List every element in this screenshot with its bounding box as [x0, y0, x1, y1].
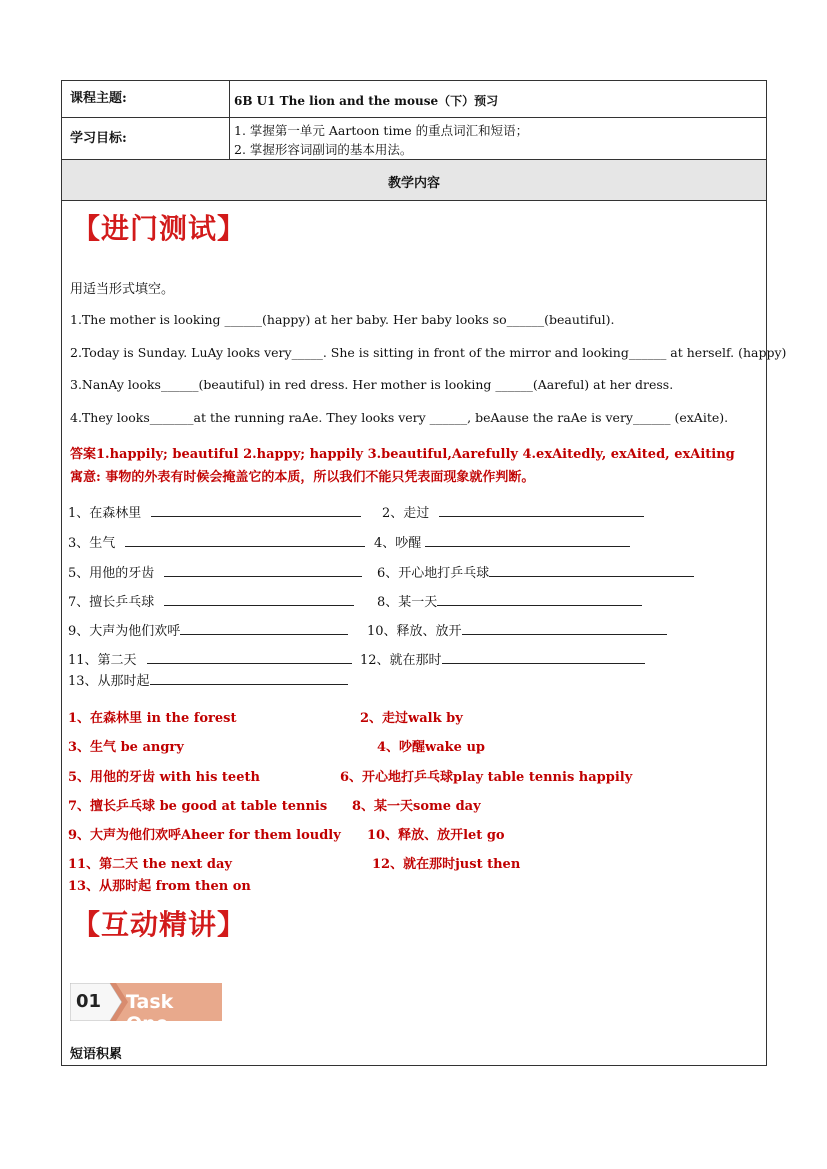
phrase-item: 12、就在那时	[360, 649, 645, 668]
question-2: 2.Today is Sunday. LuAy looks very_____. She is sitting in front of the mirror and looking______ at herself. (happy)	[70, 345, 787, 360]
phrase-answer: 3、生气 be angry	[68, 740, 184, 755]
phrase-answer: 1、在森林里 in the forest	[68, 711, 237, 726]
topic-value: 6B U1 The lion and the mouse（下）预习	[234, 94, 499, 108]
moral-note: 寓意: 事物的外表有时候会掩盖它的本质，所以我们不能只凭表面现象就作判断。	[70, 470, 535, 485]
phrase-item: 9、大声为他们欢呼	[68, 620, 348, 639]
phrase-item: 7、擅长乒乓球	[68, 591, 354, 610]
phrase-item: 4、吵醒	[374, 532, 630, 551]
phrase-item: 3、生气	[68, 532, 365, 551]
phrase-answer: 12、就在那时just then	[372, 857, 521, 872]
phrase-answer: 6、开心地打乒乓球play table tennis happily	[340, 770, 633, 785]
phrase-item: 2、走过	[382, 502, 644, 521]
question-4: 4.They looks_______at the running raAe. They looks very ______, beAause the raAe is very______ (exAite).	[70, 410, 729, 425]
content-header-row	[62, 160, 766, 201]
section-title-entrance-test: 【进门测试】	[72, 212, 247, 245]
instruction: 用适当形式填空。	[70, 282, 175, 297]
goal-label: 学习目标:	[70, 131, 127, 146]
lesson-table	[61, 80, 787, 1066]
column-divider	[229, 81, 230, 160]
topic-label: 课程主题:	[70, 91, 127, 106]
task-label: Task One	[126, 991, 174, 1035]
goal-item: 2. 掌握形容词副词的基本用法。	[234, 142, 413, 157]
goal-item: 1. 掌握第一单元 Aartoon time 的重点词汇和短语；	[234, 123, 529, 138]
phrase-answer: 4、吵醒wake up	[377, 740, 486, 755]
phrase-answer: 2、走过walk by	[360, 711, 463, 726]
phrase-answer: 7、擅长乒乓球 be good at table tennis	[68, 799, 328, 814]
phrase-item: 6、开心地打乒乓球	[377, 562, 694, 581]
topic-row	[62, 81, 766, 118]
answer-key: 答案1.happily; beautiful 2.happy; happily 3.beautiful,Aarefully 4.exAitedly, exAited, exAiting	[70, 447, 735, 462]
task-one-badge	[70, 983, 222, 1035]
phrase-answer: 8、某一天some day	[352, 799, 481, 814]
content-label: 教学内容	[387, 176, 440, 191]
question-3: 3.NanAy looks______(beautiful) in red dress. Her mother is looking ______(Aareful) at her dress.	[70, 377, 674, 392]
phrase-answer: 13、从那时起 from then on	[68, 879, 251, 894]
phrase-item: 11、第二天	[68, 649, 352, 668]
phrase-answer: 9、大声为他们欢呼Aheer for them loudly	[68, 828, 341, 843]
phrase-item: 5、用他的牙齿	[68, 562, 362, 581]
phrase-answer: 10、释放、放开let go	[367, 828, 505, 843]
goal-row	[62, 118, 766, 160]
phrase-item: 13、从那时起	[68, 670, 348, 689]
section-title-interactive: 【互动精讲】	[72, 908, 247, 941]
phrase-item: 1、在森林里	[68, 502, 361, 521]
phrase-item: 10、释放、放开	[367, 620, 667, 639]
phrase-answer: 11、第二天 the next day	[68, 857, 232, 872]
phrase-item: 8、某一天	[377, 591, 642, 610]
question-1: 1.The mother is looking ______(happy) at her baby. Her baby looks so______(beautiful).	[70, 312, 615, 327]
phrase-accumulation-heading: 短语积累	[70, 1047, 123, 1062]
phrase-answer: 5、用他的牙齿 with his teeth	[68, 770, 260, 785]
task-number: 01	[76, 991, 102, 1012]
